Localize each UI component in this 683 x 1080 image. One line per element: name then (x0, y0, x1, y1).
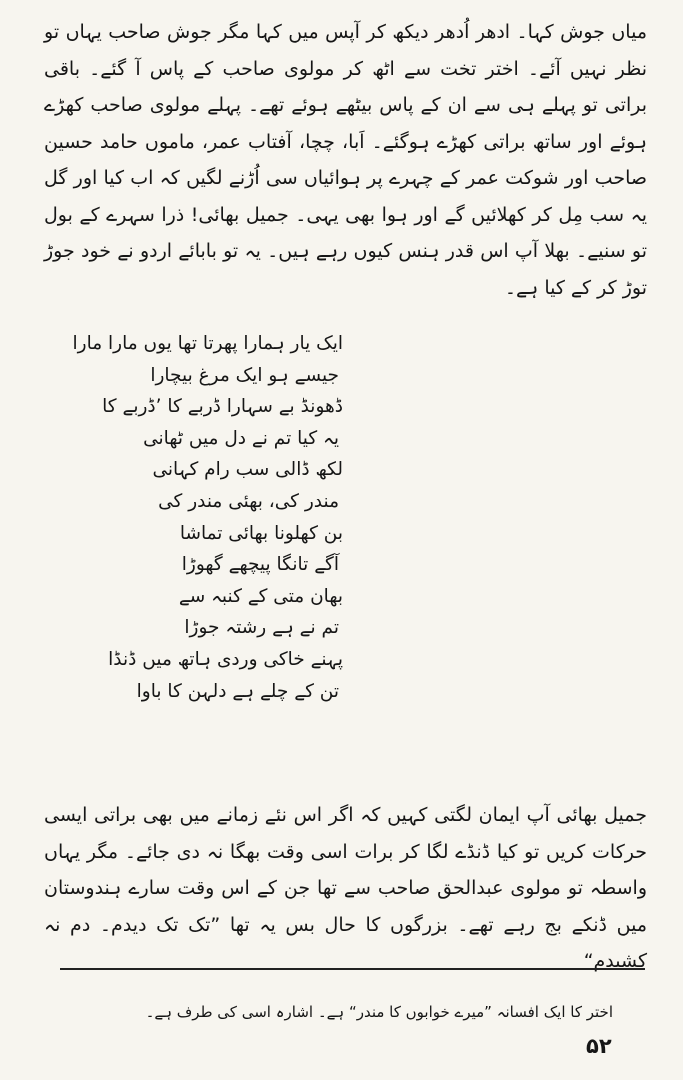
verse-line: ڈھونڈ بے سہارا ڈربے کا ’ڈربے کا (102, 396, 343, 418)
footnote-divider (60, 968, 645, 970)
verse-line: تن کے چلے ہے دلہن کا باوا (136, 680, 339, 702)
verse-line: مندر کی، بھئی مندر کی (158, 490, 339, 512)
verse-line: آگے تانگا پیچھے گھوڑا (181, 554, 339, 576)
verse-line: بھان متی کے کنبہ سے (178, 585, 343, 607)
verse-line: ایک یار ہمارا پھرتا تھا یوں مارا مارا (72, 333, 343, 354)
verse-line: یہ کیا تم نے دل میں ٹھانی (143, 427, 339, 449)
page-number: ۵۲ (586, 1034, 612, 1058)
paragraph: میاں جوش کہا۔ ادھر اُدھر دیکھ کر آپس میں کہا مگر جوش صاحب یہاں تو نظر نہیں آئے۔ اختر تخت سے اٹھ کر مولوی صاحب کے پاس آ گئے۔ باقی براتی تو پہلے ہی سے ان کے پاس بیٹھے ہوئے تھے۔ پہلے مولوی صاحب کھڑے ہوئے اور ساتھ براتی کھڑے ہوگئے۔ اَبا، چچا، آفتاب عمر، ماموں حامد حسین صاحب اور شوکت عمر کے چہرے پر ہوائیاں سی اُڑنے لگیں کہ اب کیا اور گل یہ سب مِل کر کھلائیں گے اور ہوا بھی یہی۔ جمیل بھائی! ذرا سہرے کے بول تو سنیے۔ بھلا آپ اس قدر ہنس کیوں رہے ہیں۔ یہ تو بابائے اردو نے خود جوڑ توڑ کر کے کیا ہے۔ (44, 21, 647, 299)
body-text-upper (44, 14, 647, 306)
verse-line: پہنے خاکی وردی ہاتھ میں ڈنڈا (108, 648, 343, 670)
footnote (60, 1000, 613, 1025)
paragraph: جمیل بھائی آپ ایمان لگتی کہیں کہ اگر اس نئے زمانے میں بھی براتی ایسی حرکات کریں تو کیا ڈنڈے لگا کر برات اسی وقت بھگا نہ دی جائے۔ مگر یہاں واسطہ تو مولوی عبدالحق صاحب سے تھا جن کے اس وقت سارے ہندوستان میں ڈنکے بج رہے تھے۔ بزرگوں کا حال بس یہ تھا ”تک تک دیدم۔ دم نہ کشیدم“ (44, 804, 647, 972)
verse-line: تم نے ہے رشتہ جوڑا (184, 617, 339, 639)
verse-line: جیسے ہو ایک مرغ بیچارا (150, 364, 339, 386)
verse-line: لکھ ڈالی سب رام کہانی (152, 459, 343, 481)
verse-line: بن کھلونا بھائی تماشا (179, 522, 343, 544)
footnote-text: اختر کا ایک افسانہ ”میرے خوابوں کا مندر“ ہے۔ اشارہ اسی کی طرف ہے۔ (145, 1003, 613, 1021)
body-text-lower (44, 797, 647, 980)
sehra-verse (23, 328, 343, 707)
